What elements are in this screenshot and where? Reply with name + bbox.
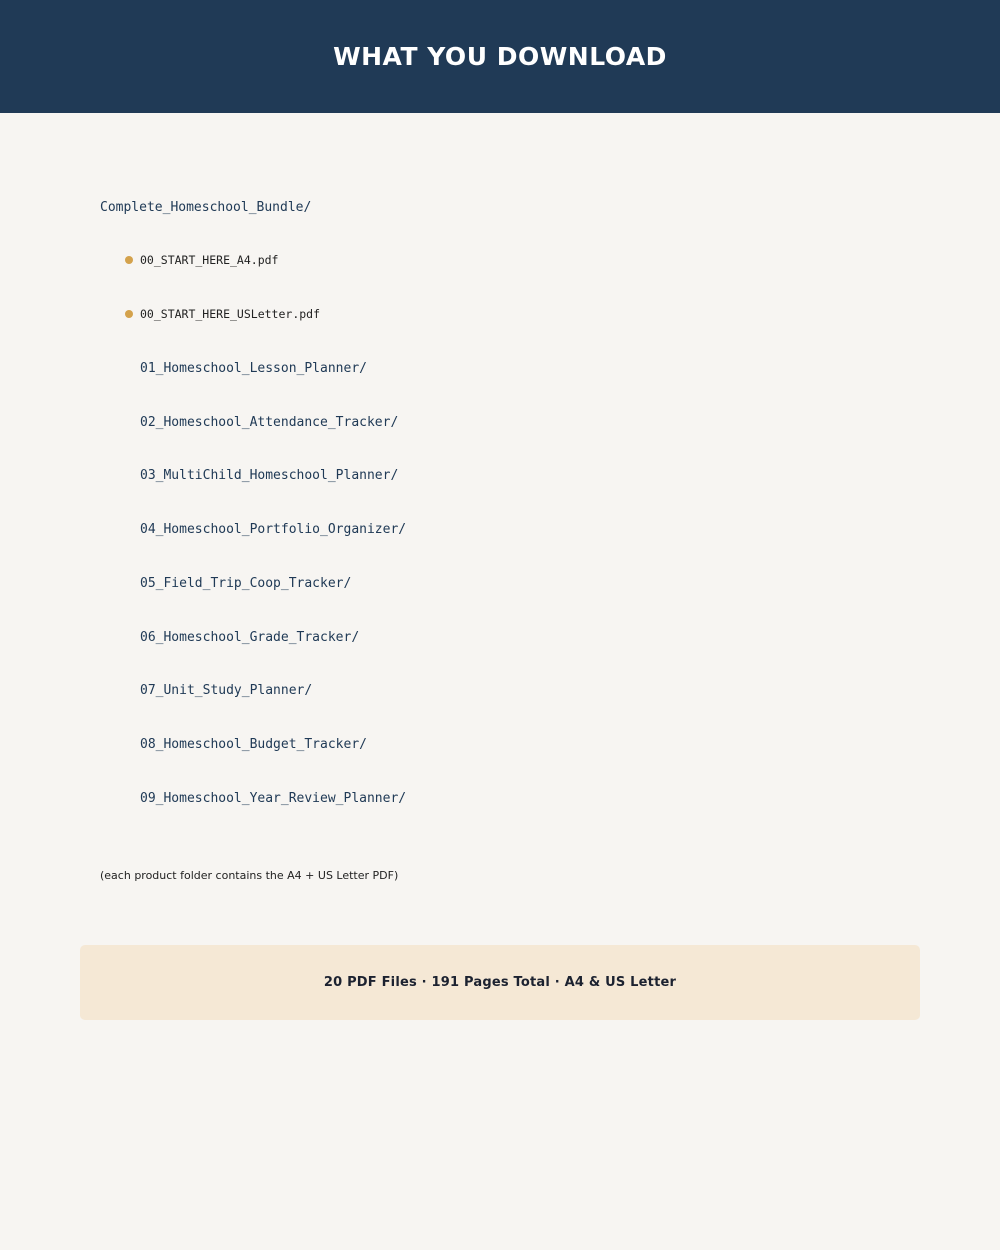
bullet-dot-icon xyxy=(125,256,133,264)
folder-note: (each product folder contains the A4 + US Letter PDF) xyxy=(100,869,399,882)
bullet-dot-icon xyxy=(125,310,133,318)
folder-item: 04_Homeschool_Portfolio_Organizer/ xyxy=(140,522,407,537)
folder-item: 03_MultiChild_Homeschool_Planner/ xyxy=(140,468,399,483)
folder-item: 06_Homeschool_Grade_Tracker/ xyxy=(140,630,360,645)
folder-item: 05_Field_Trip_Coop_Tracker/ xyxy=(140,576,352,591)
folder-item: 09_Homeschool_Year_Review_Planner/ xyxy=(140,791,407,806)
folder-item: 02_Homeschool_Attendance_Tracker/ xyxy=(140,415,399,430)
file-name: 00_START_HERE_USLetter.pdf xyxy=(140,307,321,321)
folder-item: 07_Unit_Study_Planner/ xyxy=(140,683,313,698)
summary-box xyxy=(80,945,920,1020)
page-title: WHAT YOU DOWNLOAD xyxy=(333,42,667,71)
header-banner xyxy=(0,0,1000,113)
folder-item: 01_Homeschool_Lesson_Planner/ xyxy=(140,361,367,376)
summary-text: 20 PDF Files · 191 Pages Total · A4 & US Letter xyxy=(323,975,677,990)
file-item xyxy=(125,305,320,323)
folder-item: 08_Homeschool_Budget_Tracker/ xyxy=(140,737,367,752)
file-name: 00_START_HERE_A4.pdf xyxy=(140,253,279,267)
file-item xyxy=(125,251,278,269)
root-folder: Complete_Homeschool_Bundle/ xyxy=(100,200,312,215)
